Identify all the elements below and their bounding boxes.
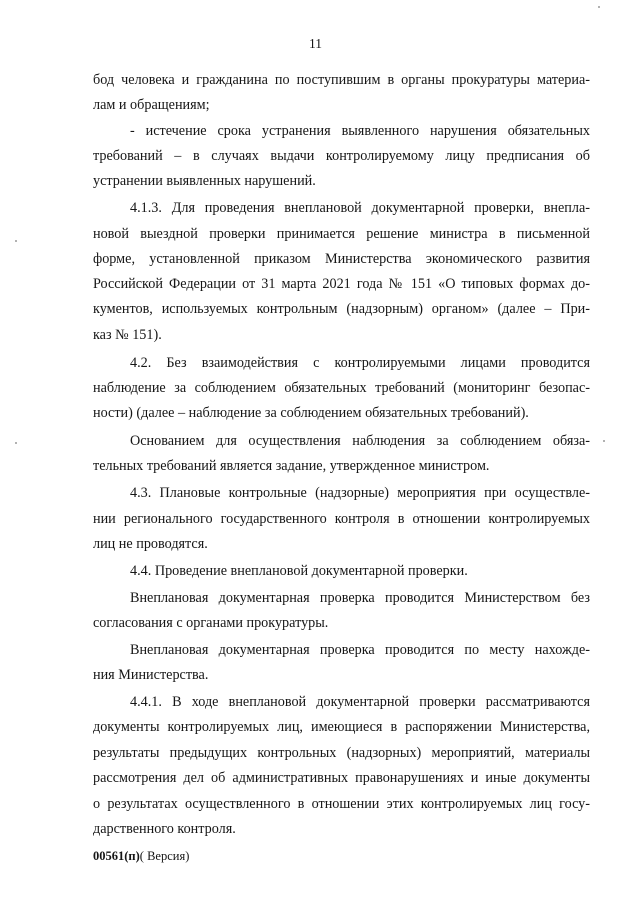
text-line: 4.2. Без взаимодействия с контролируемыми лицами проводится <box>130 355 590 371</box>
scan-speck <box>603 440 605 442</box>
text-line: рассмотрения дел об административных правонарушениях и иные документы <box>93 770 590 786</box>
scan-speck <box>15 240 17 242</box>
footer-version: ( Версия) <box>139 849 190 863</box>
text-line: каз № 151). <box>93 327 162 343</box>
text-line: ния Министерства. <box>93 667 209 683</box>
text-line: лам и обращениям; <box>93 97 210 113</box>
text-line: согласования с органами прокуратуры. <box>93 615 329 631</box>
document-footer <box>93 849 189 864</box>
text-line: 4.3. Плановые контрольные (надзорные) мероприятия при осуществле- <box>130 485 590 501</box>
text-line: ности) (далее – наблюдение за соблюдением обязательных требований). <box>93 405 529 421</box>
text-line: Внеплановая документарная проверка проводится по месту нахожде- <box>130 642 590 658</box>
text-line: Основанием для осуществления наблюдения за соблюдением обяза- <box>130 433 590 449</box>
text-line: бод человека и гражданина по поступившим в органы прокуратуры материа- <box>93 72 590 88</box>
scan-speck <box>15 442 17 444</box>
page-number: 11 <box>309 36 322 51</box>
text-line: форме, установленной приказом Министерства экономического развития <box>93 251 590 267</box>
text-line: - истечение срока устранения выявленного нарушения обязательных <box>130 123 590 139</box>
text-line: 4.4.1. В ходе внеплановой документарной проверки рассматриваются <box>130 694 590 710</box>
text-line: результаты предыдущих контрольных (надзорных) мероприятий, материалы <box>93 745 590 761</box>
footer-code: 00561(п) <box>93 849 140 863</box>
text-line: Российской Федерации от 31 марта 2021 года № 151 «О типовых формах до- <box>93 276 590 292</box>
text-line: 4.4. Проведение внеплановой документарной проверки. <box>130 563 468 579</box>
text-line: кументов, используемых контрольным (надзорным) органом» (далее – При- <box>93 301 590 317</box>
text-line: дарственного контроля. <box>93 821 236 837</box>
text-line: нии регионального государственного контроля в отношении контролируемых <box>93 511 590 527</box>
text-line: лиц не проводятся. <box>93 536 208 552</box>
scan-speck <box>598 6 600 8</box>
text-line: 4.1.3. Для проведения внеплановой документарной проверки, внепла- <box>130 200 590 216</box>
text-line: Внеплановая документарная проверка проводится Министерством без <box>130 590 590 606</box>
text-line: требований – в случаях выдачи контролируемому лицу предписания об <box>93 148 590 164</box>
text-line: наблюдение за соблюдением обязательных требований (мониторинг безопас- <box>93 380 590 396</box>
text-line: о результатах осуществленного в отношении этих контролируемых лиц госу- <box>93 796 590 812</box>
text-line: тельных требований является задание, утвержденное министром. <box>93 458 490 474</box>
text-line: документы контролируемых лиц, имеющиеся в распоряжении Министерства, <box>93 719 590 735</box>
text-line: новой выездной проверки принимается решение министра в письменной <box>93 226 590 242</box>
text-line: устранении выявленных нарушений. <box>93 173 316 189</box>
